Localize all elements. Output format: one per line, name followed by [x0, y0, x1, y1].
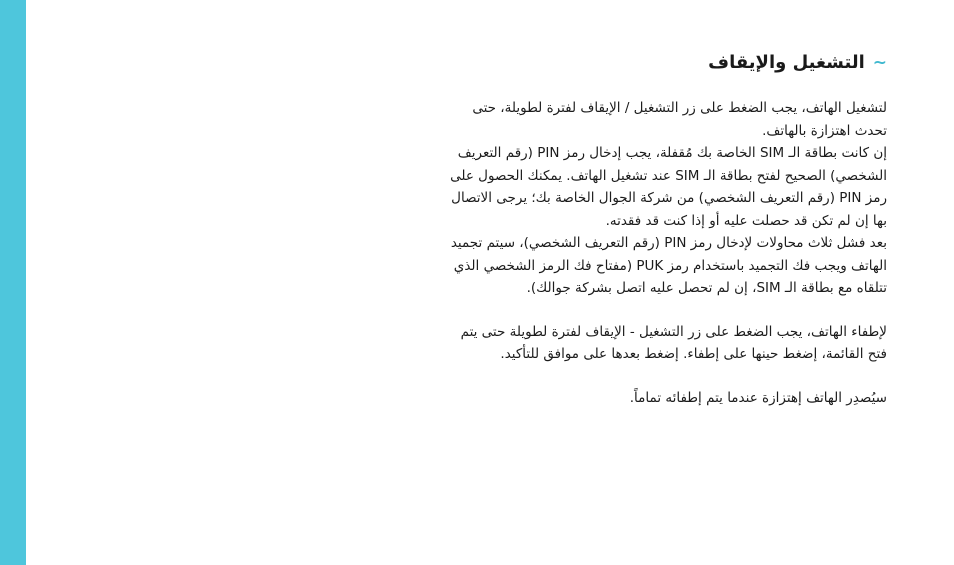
- paragraph-sim-pin: إن كانت بطاقة الـ SIM الخاصة بك مُقفلة، يجب إدخال رمز PIN (رقم التعريف الشخصي) الصحيح لفتح بطاقة الـ SIM عند تشغيل الهاتف. يمكنك الحصول على رمز PIN (رقم التعريف الشخصي) من شركة الجوال الخاصة بك؛ يرجى الاتصال بها إن لم تكن قد حصلت عليه أو إذا كنت قد فقدته.: [450, 145, 887, 229]
- section-heading: [440, 52, 887, 73]
- paragraph-vibration: سيُصدِر الهاتف إهتزازة عندما يتم إطفائه تماماً.: [629, 389, 887, 406]
- paragraph-puk: بعد فشل ثلاث محاولات لإدخال رمز PIN (رقم التعريف الشخصي)، سيتم تجميد الهاتف ويجب فك التجميد باستخدام رمز PUK (مفتاح فك الرمز الشخصي الذي تتلقاه مع بطاقة الـ SIM، إن لم تحصل عليه اتصل بشركة جوالك).: [450, 235, 887, 296]
- paragraph-power-on: لتشغيل الهاتف، يجب الضغط على زر التشغيل / الإيقاف لفترة لطويلة، حتى تحدث اهتزازة بالهاتف.: [472, 100, 887, 139]
- tilde-marker-icon: ~: [872, 52, 887, 73]
- paragraph-power-off: لإطفاء الهاتف، يجب الضغط على زر التشغيل - الإيقاف لفترة لطويلة حتى يتم فتح القائمة، إضغط حينها على إطفاء. إضغط بعدها على موافق للتأكيد.: [460, 323, 887, 362]
- accent-sidebar: [0, 0, 26, 565]
- section-title: التشغيل والإيقاف: [708, 52, 865, 73]
- manual-section: [440, 52, 887, 409]
